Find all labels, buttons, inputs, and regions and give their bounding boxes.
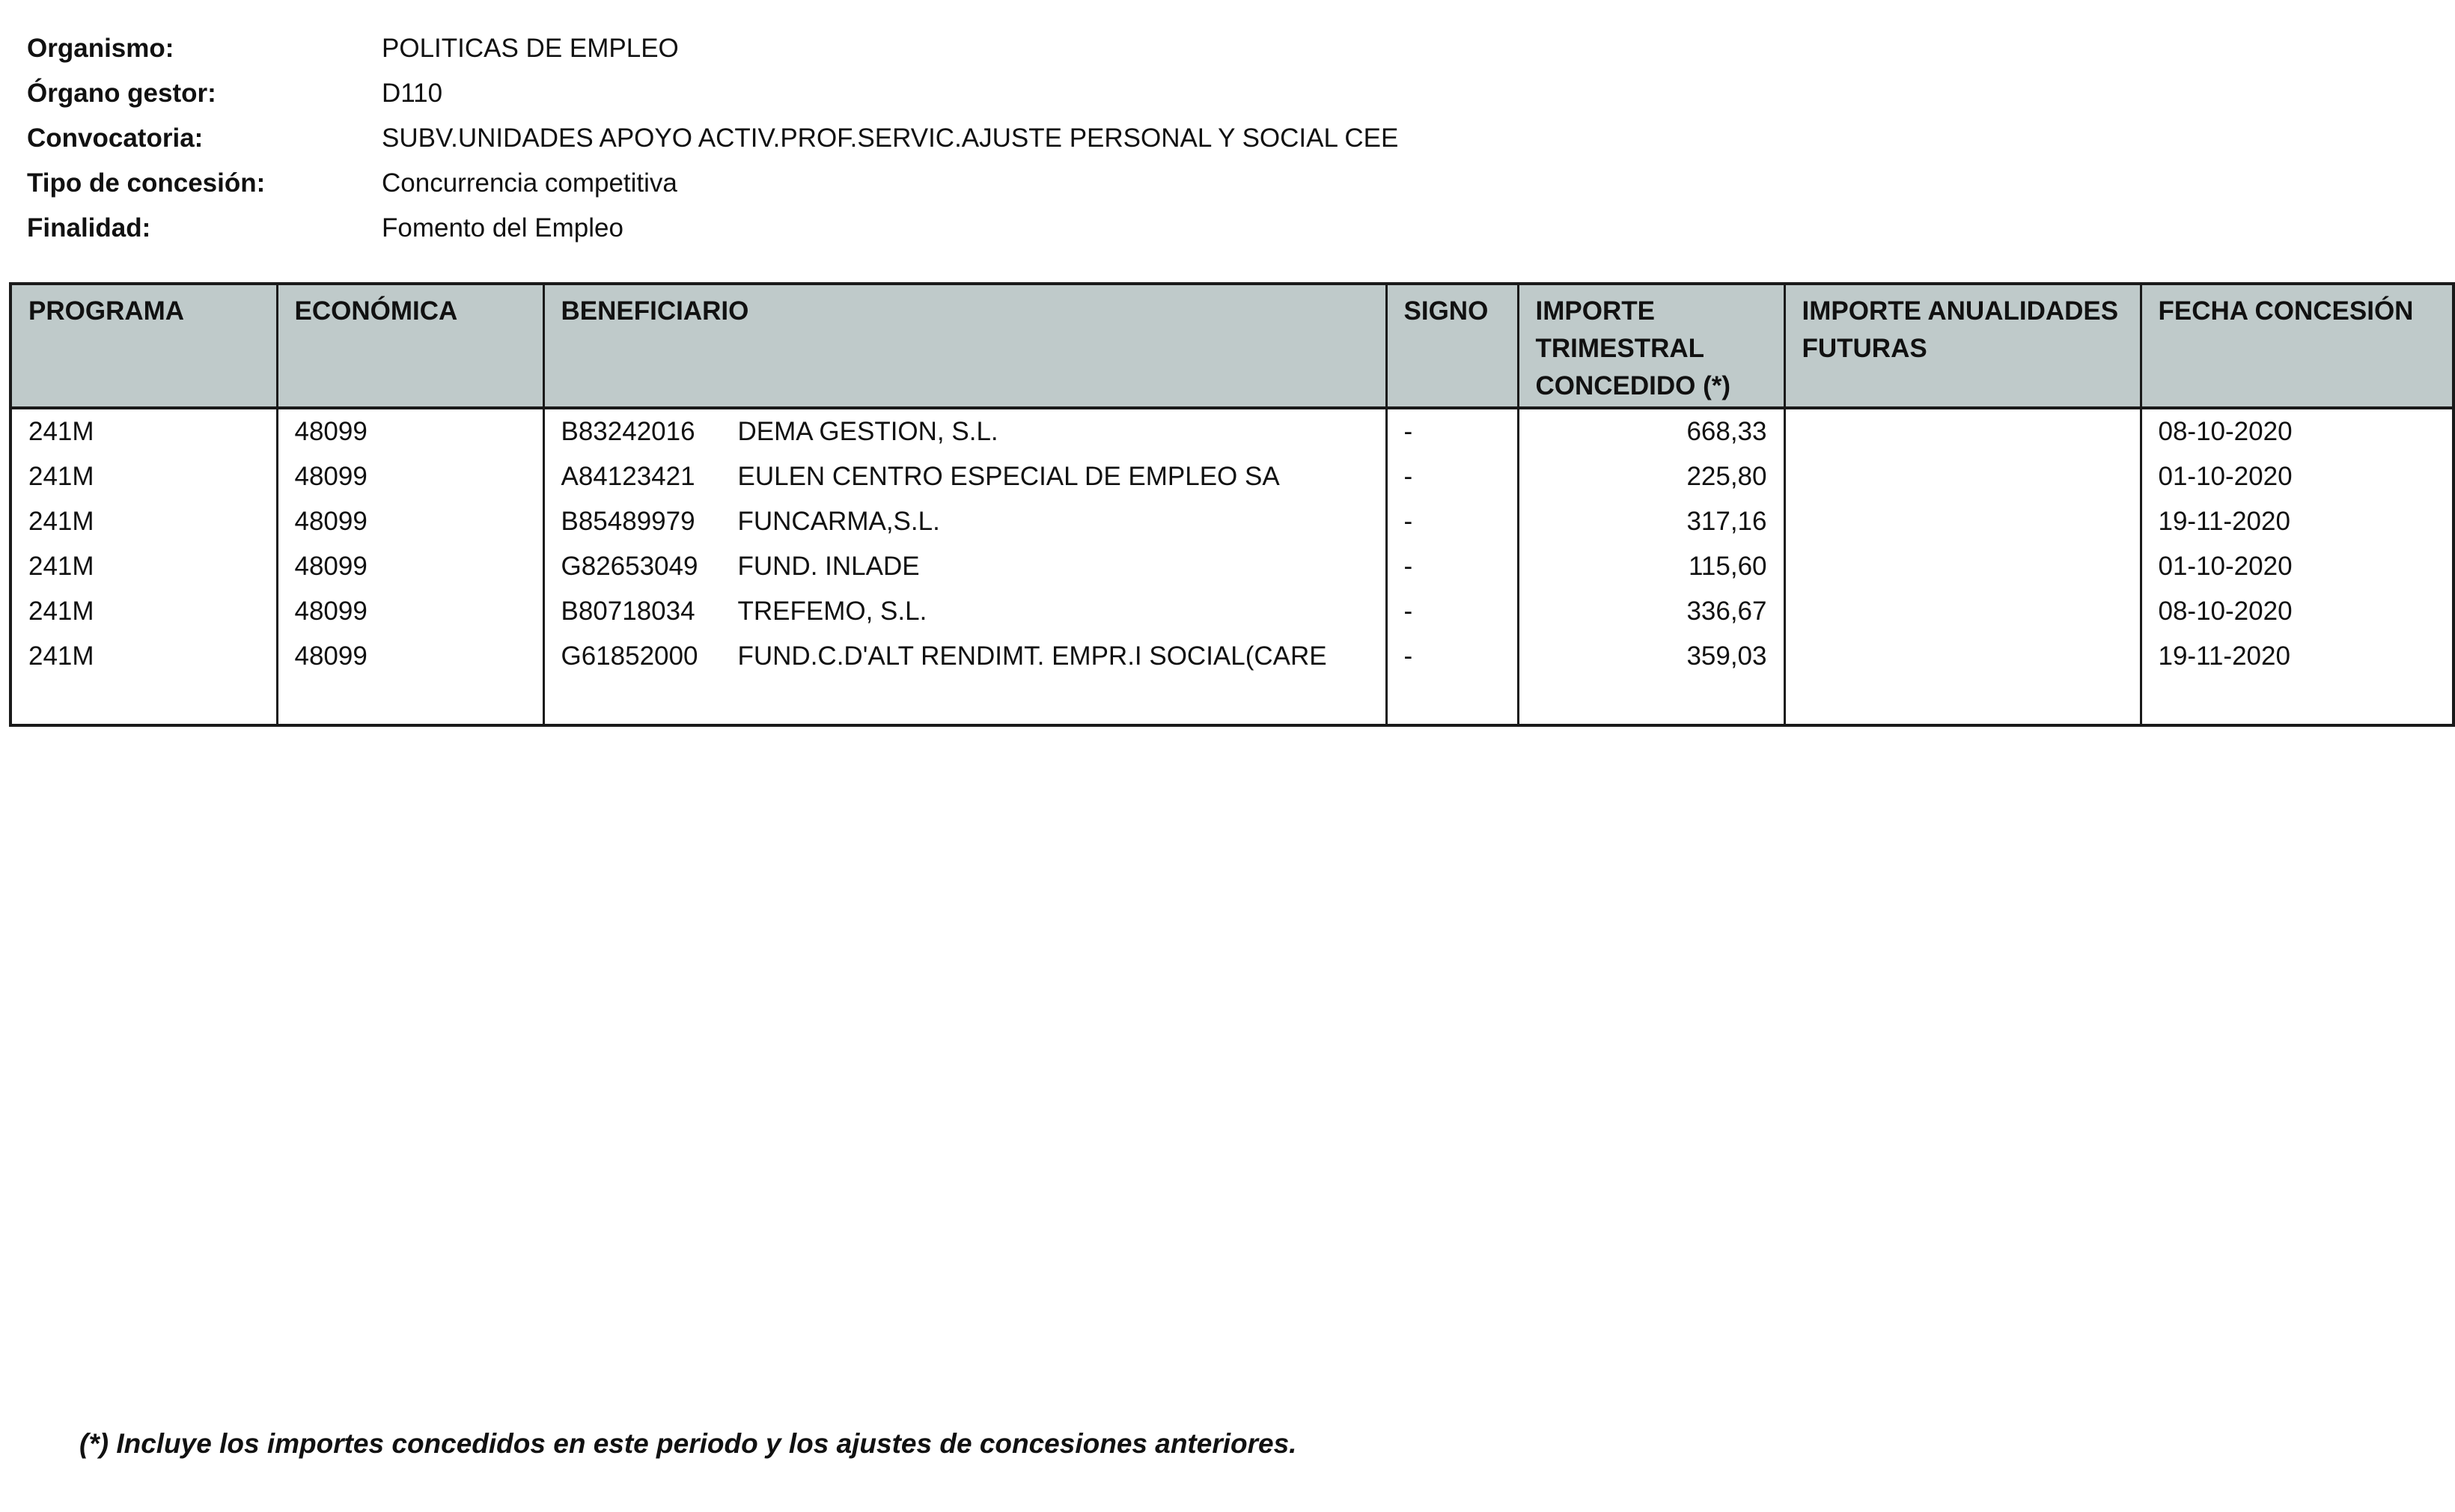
col-header-signo: SIGNO <box>1386 284 1518 408</box>
meta-value: D110 <box>382 79 443 108</box>
cell-futuras <box>1784 499 2141 544</box>
table-row <box>10 544 2454 589</box>
cell-beneficiario <box>543 408 1386 454</box>
cell-beneficiario <box>543 454 1386 499</box>
grant-metadata <box>0 0 2455 247</box>
table-row <box>10 634 2454 679</box>
cell-economica: 48099 <box>277 454 543 499</box>
footnote: (*) Incluye los importes concedidos en este periodo y los ajustes de concesiones anteriores. <box>79 1428 1297 1459</box>
cell-futuras <box>1784 634 2141 679</box>
beneficiary-nif: B80718034 <box>561 597 695 626</box>
cell-economica: 48099 <box>277 499 543 544</box>
cell-programa: 241M <box>28 462 94 491</box>
col-header-importe-futuras: IMPORTE ANUALIDADES FUTURAS <box>1784 284 2141 408</box>
table-row <box>10 408 2454 454</box>
cell-fecha: 01-10-2020 <box>2141 544 2454 589</box>
filler-cell <box>277 679 543 725</box>
cell-importe: 359,03 <box>1518 634 1784 679</box>
cell-futuras <box>1784 454 2141 499</box>
filler-cell <box>10 679 277 725</box>
table-filler-row <box>10 679 2454 725</box>
beneficiary-nif: B85489979 <box>561 507 695 536</box>
header-row <box>10 284 2454 408</box>
cell-economica: 48099 <box>277 589 543 634</box>
meta-value: Fomento del Empleo <box>382 213 623 243</box>
cell-economica: 48099 <box>277 544 543 589</box>
meta-value: Concurrencia competitiva <box>382 168 677 198</box>
beneficiary-name: TREFEMO, S.L. <box>737 597 927 626</box>
beneficiary-nif: A84123421 <box>561 462 695 491</box>
cell-programa: 241M <box>28 641 94 671</box>
col-header-fecha-concesion: FECHA CONCESIÓN <box>2141 284 2454 408</box>
cell-signo: - <box>1386 454 1518 499</box>
table-row <box>10 499 2454 544</box>
grants-table <box>9 282 2455 727</box>
meta-label: Tipo de concesión: <box>27 168 266 198</box>
cell-importe: 336,67 <box>1518 589 1784 634</box>
beneficiary-name: FUND.C.D'ALT RENDIMT. EMPR.I SOCIAL(CARE <box>737 641 1327 671</box>
meta-label: Convocatoria: <box>27 124 204 153</box>
cell-importe: 668,33 <box>1518 408 1784 454</box>
beneficiary-nif: B83242016 <box>561 417 695 446</box>
cell-signo: - <box>1386 544 1518 589</box>
col-header-programa: PROGRAMA <box>10 284 277 408</box>
cell-economica: 48099 <box>277 634 543 679</box>
cell-futuras <box>1784 408 2141 454</box>
beneficiary-nif: G82653049 <box>561 552 698 581</box>
cell-economica: 48099 <box>277 408 543 454</box>
table-body <box>10 408 2454 725</box>
cell-fecha: 08-10-2020 <box>2141 408 2454 454</box>
col-header-economica: ECONÓMICA <box>277 284 543 408</box>
beneficiary-name: FUNCARMA,S.L. <box>737 507 940 536</box>
beneficiary-name: FUND. INLADE <box>737 552 920 581</box>
cell-signo: - <box>1386 499 1518 544</box>
table-row <box>10 589 2454 634</box>
filler-cell <box>1784 679 2141 725</box>
filler-cell <box>1386 679 1518 725</box>
cell-programa: 241M <box>28 507 94 536</box>
cell-beneficiario <box>543 589 1386 634</box>
cell-programa: 241M <box>28 597 94 626</box>
beneficiary-name: DEMA GESTION, S.L. <box>737 417 998 446</box>
meta-label: Finalidad: <box>27 213 151 243</box>
cell-fecha: 19-11-2020 <box>2141 499 2454 544</box>
meta-value: SUBV.UNIDADES APOYO ACTIV.PROF.SERVIC.AJUSTE PERSONAL Y SOCIAL CEE <box>382 124 1399 153</box>
cell-importe: 317,16 <box>1518 499 1784 544</box>
filler-cell <box>2141 679 2454 725</box>
cell-fecha: 08-10-2020 <box>2141 589 2454 634</box>
cell-futuras <box>1784 589 2141 634</box>
col-header-beneficiario: BENEFICIARIO <box>543 284 1386 408</box>
cell-importe: 225,80 <box>1518 454 1784 499</box>
filler-cell <box>543 679 1386 725</box>
cell-programa: 241M <box>28 417 94 446</box>
meta-label: Organismo: <box>27 34 174 63</box>
cell-fecha: 01-10-2020 <box>2141 454 2454 499</box>
cell-importe: 115,60 <box>1518 544 1784 589</box>
cell-beneficiario <box>543 544 1386 589</box>
cell-signo: - <box>1386 634 1518 679</box>
beneficiary-name: EULEN CENTRO ESPECIAL DE EMPLEO SA <box>737 462 1280 491</box>
cell-fecha: 19-11-2020 <box>2141 634 2454 679</box>
cell-signo: - <box>1386 408 1518 454</box>
cell-beneficiario <box>543 499 1386 544</box>
cell-signo: - <box>1386 589 1518 634</box>
beneficiary-nif: G61852000 <box>561 641 698 671</box>
cell-futuras <box>1784 544 2141 589</box>
filler-cell <box>1518 679 1784 725</box>
table-row <box>10 454 2454 499</box>
col-header-importe-trimestral: IMPORTE TRIMESTRAL CONCEDIDO (*) <box>1518 284 1784 408</box>
meta-value: POLITICAS DE EMPLEO <box>382 34 679 63</box>
cell-programa: 241M <box>28 552 94 581</box>
table-header <box>10 284 2454 408</box>
meta-label: Órgano gestor: <box>27 79 216 108</box>
cell-beneficiario <box>543 634 1386 679</box>
